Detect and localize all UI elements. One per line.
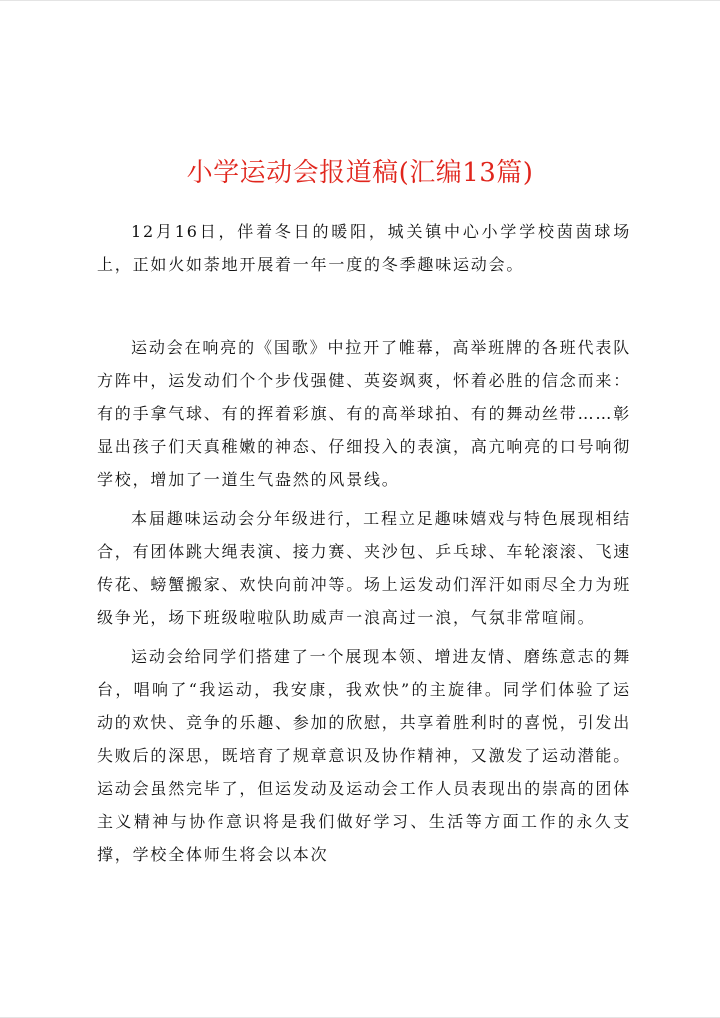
page-top-edge <box>0 0 720 1</box>
document-title: 小学运动会报道稿(汇编13篇) <box>186 158 534 188</box>
paragraph-2: 运动会在响亮的《国歌》中拉开了帷幕，高举班牌的各班代表队方阵中，运发动们个个步伐强健、英姿飒爽，怀着必胜的信念而来：有的手拿气球、有的挥着彩旗、有的高举球拍、有的舞动丝带……彰显出孩子们天真稚嫩的神态、仔细投入的表演，高亢响亮的口号响彻学校，增加了一道生气盎然的风景线。 <box>97 338 632 489</box>
paragraph-4: 运动会给同学们搭建了一个展现本领、增进友情、磨练意志的舞台，唱响了“我运动，我安康，我欢快”的主旋律。同学们体验了运动的欢快、竞争的乐趣、参加的欣慰，共享着胜利时的喜悦，引发出失败后的深思，既培育了规章意识及协作精神，又激发了运动潜能。运动会虽然完毕了，但运发动及运动会工作人员表现出的崇高的团体主义精神与协作意识将是我们做好学习、生活等方面工作的永久支撑，学校全体师生将会以本次 <box>97 647 632 864</box>
paragraph-1: 12月16日，伴着冬日的暖阳，城关镇中心小学学校茵茵球场上，正如火如荼地开展着一年一度的冬季趣味运动会。 <box>97 222 631 274</box>
paragraph-3: 本届趣味运动会分年级进行，工程立足趣味嬉戏与特色展现相结合，有团体跳大绳表演、接力赛、夹沙包、乒乓球、车轮滚滚、飞速传花、螃蟹搬家、欢快向前冲等。场上运发动们浑汗如雨尽全力为班级争光，场下班级啦啦队助威声一浪高过一浪，气氛非常喧闹。 <box>97 509 632 627</box>
document-body <box>97 215 631 871</box>
